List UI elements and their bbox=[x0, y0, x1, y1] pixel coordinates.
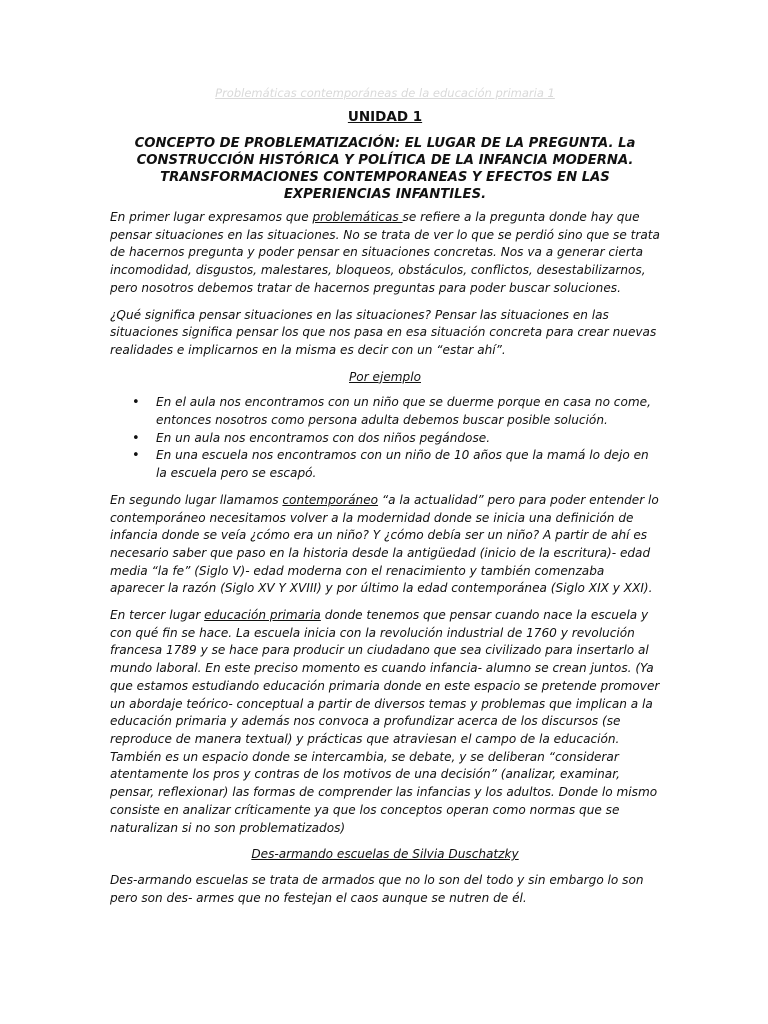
paragraph-educacion-primaria bbox=[110, 607, 660, 837]
term-contemporaneo: contemporáneo bbox=[282, 492, 379, 507]
document-header: Problemáticas contemporáneas de la educación primaria 1 bbox=[215, 86, 555, 100]
paragraph-text: donde tenemos que pensar cuando nace la escuela y con qué fin se hace. La escuela inicia con la revolución industrial de 1760 y revolución francesa 1789 y se hace para producir un ciudadano que sea civilizado para insertarlo al mundo laboral. En este preciso momento es cuando infancia- alumno se crean juntos. (Ya que estamos estudiando educación primaria donde en este espacio se pretende promover un abordaje teórico- conceptual a partir de diversos temas y problemas que implican a la educación primaria y además nos convoca a profundizar acerca de los discursos (se reproduce de manera textual) y prácticas que atraviesan el campo de la educación. También es un espacio donde se intercambia, se debate, y se deliberan “considerar atentamente los pros y contras de los motivos de una decisión” (analizar, examinar, pensar, reflexionar) las formas de comprender las infancias y los adultos. Donde lo mismo consiste en analizar críticamente ya que los conceptos operan como normas que se naturalizan si no son problematizados) bbox=[110, 608, 660, 835]
paragraph-text: “a la actualidad” pero para poder entender lo contemporáneo necesitamos volver a la modernidad donde se inicia una definición de infancia donde se veía ¿cómo era un niño? Y ¿cómo debía ser un niño? A partir de ahí es necesario saber que paso en la historia desde la antigüedad (inicio de la escritura)- edad media “la fe” (Siglo V)- edad moderna con el renacimiento y también comenzaba aparecer la razón (Siglo XV Y XVIII) y por último la edad contemporánea (Siglo XIX y XXI). bbox=[110, 492, 659, 596]
paragraph-text: En primer lugar expresamos que bbox=[110, 210, 313, 224]
list-item-text: En el aula nos encontramos con un niño que se duerme porque en casa no come, entonces nosotros como persona adulta debemos buscar posible solución. bbox=[156, 395, 651, 428]
unit-title: UNIDAD 1 bbox=[347, 109, 423, 125]
list-item-text: En una escuela nos encontramos con un niño de 10 años que la mamá lo dejo en la escuela pero se escapó. bbox=[156, 448, 649, 481]
paragraph-contemporaneo bbox=[110, 492, 660, 598]
list-item bbox=[110, 394, 660, 429]
bullet-icon: • bbox=[132, 430, 140, 446]
paragraph-text: En segundo lugar llamamos bbox=[110, 492, 283, 507]
term-problematicas: problemáticas bbox=[312, 210, 403, 224]
example-list bbox=[110, 394, 660, 483]
paragraph-text: se refiere a la pregunta donde hay que pensar situaciones en las situaciones. No se trata de ver lo que se perdió sino que se trata de hacernos pregunta y poder pensar en situaciones concretas. Nos va a generar cierta incomodidad, disgustos, malestares, bloqueos, obstáculos, conflictos, desestabilizarnos, pero nosotros debemos tratar de hacernos preguntas para poder buscar soluciones. bbox=[110, 210, 660, 295]
list-item-text: En un aula nos encontramos con dos niños pegándose. bbox=[156, 430, 491, 445]
section-title: Des-armando escuelas de Silvia Duschatzky bbox=[251, 847, 519, 862]
list-item bbox=[110, 447, 660, 482]
paragraph-text: En tercer lugar bbox=[110, 608, 205, 623]
paragraph-des-armando: Des-armando escuelas se trata de armados que no lo son del todo y sin embargo lo son pero son des- armes que no festejan el caos aunque se nutren de él. bbox=[110, 872, 644, 905]
term-educacion-primaria: educación primaria bbox=[204, 608, 321, 623]
paragraph-situaciones: ¿Qué significa pensar situaciones en las situaciones? Pensar las situaciones en las situaciones significa pensar los que nos pasa en esa situación concreta para crear nuevas realidades e implicarnos en la misma es decir con un “estar ahí”. bbox=[110, 307, 657, 357]
bullet-icon: • bbox=[132, 395, 140, 411]
example-label: Por ejemplo bbox=[349, 369, 421, 384]
paragraph-problematicas bbox=[110, 209, 660, 298]
main-heading: CONCEPTO DE PROBLEMATIZACIÓN: EL LUGAR DE LA PREGUNTA. La CONSTRUCCIÓN HISTÓRICA Y POLÍTICA DE LA INFANCIA MODERNA. TRANSFORMACIONES CONTEMPORANEAS Y EFECTOS EN LAS EXPERIENCIAS INFANTILES. bbox=[134, 136, 636, 202]
bullet-icon: • bbox=[132, 448, 140, 464]
list-item bbox=[110, 430, 660, 448]
